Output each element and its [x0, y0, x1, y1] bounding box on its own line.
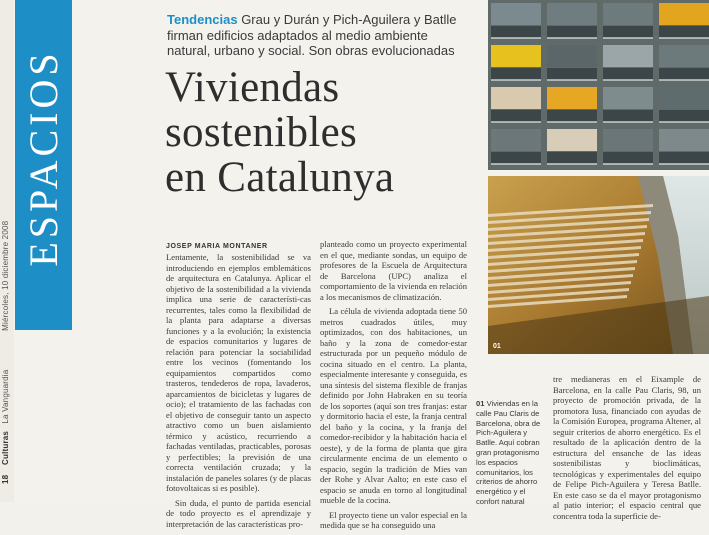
section-label: ESPACIOS: [21, 49, 66, 267]
headline-line-2: sostenibles: [165, 109, 358, 156]
facade-window: [659, 26, 709, 38]
facade-panel: [603, 129, 653, 151]
publication-name: La Vanguardia: [1, 369, 10, 424]
facade-window: [603, 110, 653, 122]
facade-window: [603, 152, 653, 164]
facade-panel: [659, 3, 709, 25]
body-column-1: [166, 252, 311, 533]
section-band: [15, 0, 72, 330]
facade-panel: [547, 129, 597, 151]
paragraph: tre medianeras en el Eixample de Barcelona, en la calle Pau Claris, 98, un proyecto de promoción privada, de la promotora Iusa, financiado con ayudas de la Comisión Europea, programa Altener, al seguir criterios de ahorro energético. Es el resultado de la aplicación dentro de la estructura del ensanche de las ideas sostenibilistas y bioclimáticas, tecnológicas y experimentales del equipo de Felipe Pich-Aguilera y Teresa Batlle. En este caso se da el mayor protagonismo al patio interior; el espacio central que concentra toda la superficie de-: [553, 374, 701, 521]
caption-text: Viviendas en la calle Pau Claris de Barcelona, obra de Pich-Aguilera y Batlle. Aquí cobran gran protagonismo los espacios comunitarios, los criterios de ahorro energético y el confort natural: [476, 399, 541, 506]
paragraph: El proyecto tiene un valor especial en la medida que se ha conseguido una: [320, 509, 467, 530]
caption-number: 01: [476, 399, 485, 408]
headline-line-1: Viviendas: [165, 64, 340, 111]
facade-window: [603, 68, 653, 80]
facade-panel: [659, 87, 709, 109]
facade-window: [659, 110, 709, 122]
facade-illustration: [488, 0, 709, 170]
facade-window: [491, 26, 541, 38]
article-deck: [167, 12, 467, 59]
facade-window: [547, 26, 597, 38]
article-headline: [165, 65, 485, 200]
louvre-illustration: [488, 176, 709, 354]
paragraph: planteado como un proyecto experimental en el que, mediante sondas, un equipo de profesores de la Escuela de Arquitectura de Barcelona (UPC) analiza el comportamiento de la vivienda en relación a los mecanismos de climatización.: [320, 239, 467, 302]
supplement-name: Culturas: [1, 430, 10, 465]
facade-panel: [547, 45, 597, 67]
deck-text: Grau y Durán y Pich-Aguilera y Batlle firman edificios adaptados al medio ambiente natural, urbano y social. Son obras evolucionadas: [167, 12, 457, 58]
facade-window: [547, 68, 597, 80]
facade-panel: [491, 129, 541, 151]
facade-panel: [659, 129, 709, 151]
facade-window: [603, 26, 653, 38]
deck-kicker: Tendencias: [167, 12, 238, 27]
byline: JOSEP MARIA MONTANER: [166, 243, 268, 250]
facade-window: [547, 110, 597, 122]
paragraph: Lentamente, la sostenibilidad se va introduciendo en ejemplos emblemáticos de arquitectura en Catalunya. Aplicar el objetivo de la sostenibilidad a la vivienda implica una serie de característi-cas recurrentes, tales como la flexibilidad de la planta para adaptarse a diversas funciones y a la evolución; la existencia de espacios comunitarios y lugares de relación para potenciar la sociabilidad entre los vecinos (fomentando los equipamientos compartidos como trasteros, tendederos de ropa, lavaderos, aparcamientos de bicicletas y lugares de ocio); el tratamiento de las fachadas con el objetivo de conseguir tanto un aspecto atractivo como un buen aislamiento térmico y acústico, recurriendo a fachadas ventiladas, practicables, porosas y perfectibles; la previsión de una correcta ventilación cruzada; y la instalación de paneles solares (y de placas fotovoltaicas si es posible).: [166, 252, 311, 493]
photo-caption: [476, 399, 550, 507]
headline-line-3: en Catalunya: [165, 154, 395, 201]
facade-panel: [491, 45, 541, 67]
facade-window: [491, 152, 541, 164]
photo-number: 01: [493, 343, 501, 350]
facade-photo: [488, 0, 709, 170]
facade-panel: [547, 3, 597, 25]
facade-panel: [603, 87, 653, 109]
facade-panel: [603, 45, 653, 67]
facade-window: [547, 152, 597, 164]
facade-window: [491, 68, 541, 80]
running-header-strip: [0, 0, 14, 502]
facade-window: [659, 152, 709, 164]
paragraph: Sin duda, el punto de partida esencial de todo proyecto es el aprendizaje y interpretación de las características pro-: [166, 497, 311, 529]
facade-panel: [547, 87, 597, 109]
facade-window: [491, 110, 541, 122]
issue-date: Miércoles, 10 diciembre 2008: [1, 220, 10, 331]
facade-panel: [491, 87, 541, 109]
body-column-2: [320, 239, 467, 535]
facade-panel: [491, 3, 541, 25]
facade-window: [659, 68, 709, 80]
running-header: [1, 14, 13, 484]
facade-panel: [603, 3, 653, 25]
paragraph: La célula de vivienda adoptada tiene 50 metros cuadrados útiles, muy optimizados, con dos habitaciones, un baño y la zona de comedor-estar estructurada por un pequeño módulo de cocina situado en el centro. La planta, especialmente interesante y conseguida, es una síntesis del sistema flexible de franjas definido por John Habraken en su teoría de los soportes (aquí son tres franjas: estar y dormitorio hacia el este, la franja central del baño y la cocina, y la franja del comedor-recibidor y la habitación hacia el oeste), y de la forma de planta que gira circularmente encima de un elemento o espacio, según la tradición de Mies van der Rohe y Alvar Aalto; en este caso el espacio se anuda en torno al longitudinal mueble de la cocina.: [320, 306, 467, 505]
louvre-photo: [488, 176, 709, 354]
facade-panel: [659, 45, 709, 67]
page-number: 18: [1, 474, 10, 484]
body-column-4: [553, 374, 701, 525]
